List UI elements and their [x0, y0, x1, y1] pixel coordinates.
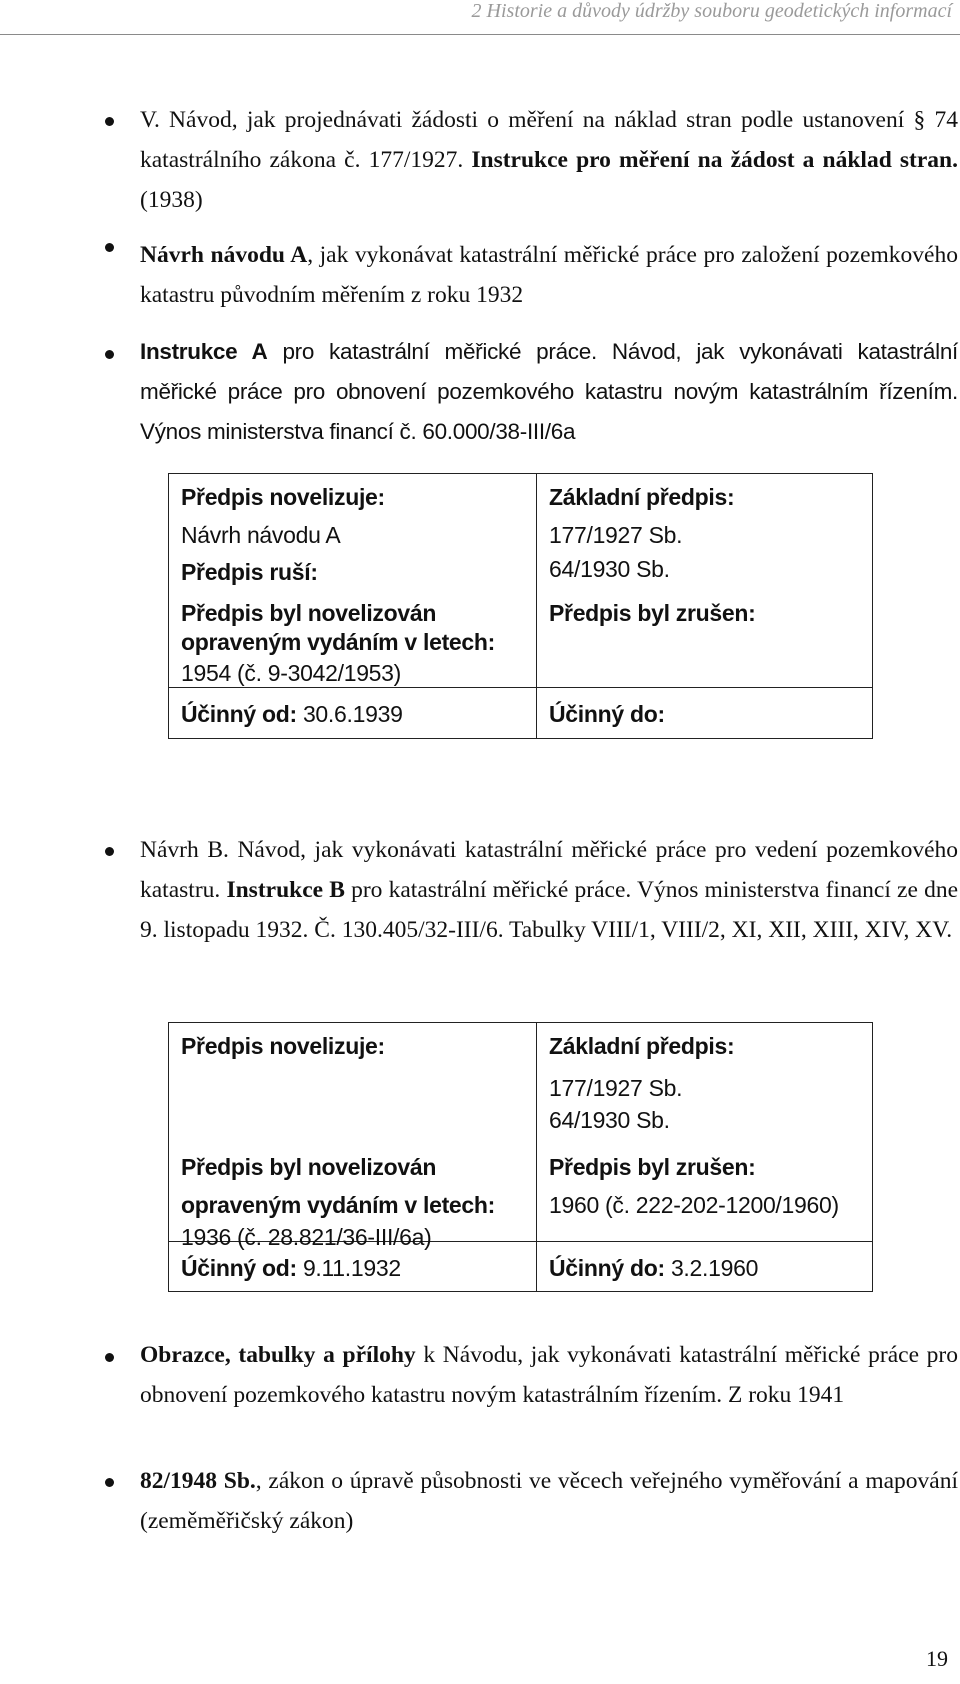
novelizuje-value: Návrh návodu A	[181, 522, 341, 548]
table-divider	[536, 474, 537, 738]
list-item	[140, 1461, 958, 1541]
novelizovan-label: Předpis byl novelizován	[181, 1154, 437, 1180]
list-item	[140, 830, 958, 950]
item-text: pro katastrální měřické práce. Návod, jak vykonávati katastrální měřické práce pro obnovení pozemkového katastru novým katastrálním řízením. Výnos ministerstva financí č. 60.000/38-III/6a	[140, 339, 958, 444]
zrusen-label: Předpis byl zrušen:	[549, 1154, 756, 1180]
list-item	[140, 235, 958, 315]
bullet-icon	[105, 1353, 114, 1362]
running-header: 2 Historie a důvody údržby souboru geodetických informací	[471, 0, 952, 22]
bullet-icon	[105, 350, 114, 359]
item-text: k Návodu, jak vykonávati katastrální měřické práce pro obnovení pozemkového katastru novým katastrálním řízením. Z roku 1941	[140, 1342, 959, 1408]
header-rule	[0, 34, 960, 35]
item-text: pro katastrální měřické práce. Výnos ministerstva financí ze dne 9. listopadu 1932. Č. 130.405/32-III/6. Tabulky VIII/1, VIII/2, XI, XII, XIII, XIV, XV.	[140, 877, 959, 943]
zakladni-value: 177/1927 Sb.	[549, 522, 683, 548]
novelizuje-label: Předpis novelizuje:	[181, 484, 385, 510]
item-text: Návrh B. Návod, jak vykonávati katastrální měřické práce pro vedení pozemkového katastru.	[140, 837, 958, 903]
zrusen-value: 1960 (č. 222-202-1200/1960)	[549, 1192, 839, 1218]
ucinny-od: Účinný od: 9.11.1932	[181, 1255, 401, 1281]
item-bold-title: Návrh návodu A	[140, 242, 308, 268]
rusi-label: Předpis ruší:	[181, 559, 318, 585]
item-bold-title: Instrukce B	[226, 877, 345, 903]
ucinny-do: Účinný do: 3.2.1960	[549, 1255, 759, 1281]
zakladni-value: 177/1927 Sb.	[549, 1075, 683, 1101]
table-divider	[536, 1023, 537, 1291]
item-text: , zákon o úpravě působnosti ve věcech veřejného vyměřování a mapování (zeměměřičský zákon)	[140, 1468, 958, 1534]
item-text: V. Návod, jak projednávati žádosti o měření na náklad stran podle ustanovení § 74 katastrálního zákona č. 177/1927.	[140, 107, 958, 173]
bullet-icon	[105, 847, 114, 856]
item-year: (1938)	[140, 187, 203, 213]
bullet-icon	[105, 117, 114, 126]
list-item	[140, 100, 958, 220]
zakladni-value: 64/1930 Sb.	[549, 556, 670, 582]
novelizuje-label: Předpis novelizuje:	[181, 1033, 385, 1059]
item-text: , jak vykonávat katastrální měřické práce pro založení pozemkového katastru původním měřením z roku 1932	[140, 242, 958, 308]
regulation-table	[168, 1022, 873, 1292]
bullet-icon	[105, 243, 114, 252]
item-bold-title: 82/1948 Sb.	[140, 1468, 256, 1494]
list-item	[140, 1335, 958, 1415]
ucinny-do: Účinný do:	[549, 701, 665, 727]
novelizovan-label: opraveným vydáním v letech:	[181, 629, 496, 655]
item-bold-title: Obrazce, tabulky a přílohy	[140, 1342, 416, 1368]
item-bold-title: Instrukce pro měření na žádost a náklad stran.	[471, 147, 958, 173]
zakladni-label: Základní předpis:	[549, 1033, 735, 1059]
item-bold-title: Instrukce A	[140, 339, 268, 364]
novelizovan-label: opraveným vydáním v letech:	[181, 1192, 496, 1218]
regulation-table	[168, 473, 873, 739]
novelizovan-value: 1936 (č. 28.821/36-III/6a)	[181, 1224, 432, 1250]
bullet-icon	[105, 1478, 114, 1487]
novelizovan-label: Předpis byl novelizován	[181, 600, 437, 626]
zakladni-label: Základní předpis:	[549, 484, 735, 510]
list-item	[140, 332, 958, 452]
page-number: 19	[926, 1646, 948, 1671]
zrusen-label: Předpis byl zrušen:	[549, 600, 756, 626]
ucinny-od: Účinný od: 30.6.1939	[181, 701, 403, 727]
novelizovan-value: 1954 (č. 9-3042/1953)	[181, 660, 402, 686]
zakladni-value: 64/1930 Sb.	[549, 1107, 670, 1133]
